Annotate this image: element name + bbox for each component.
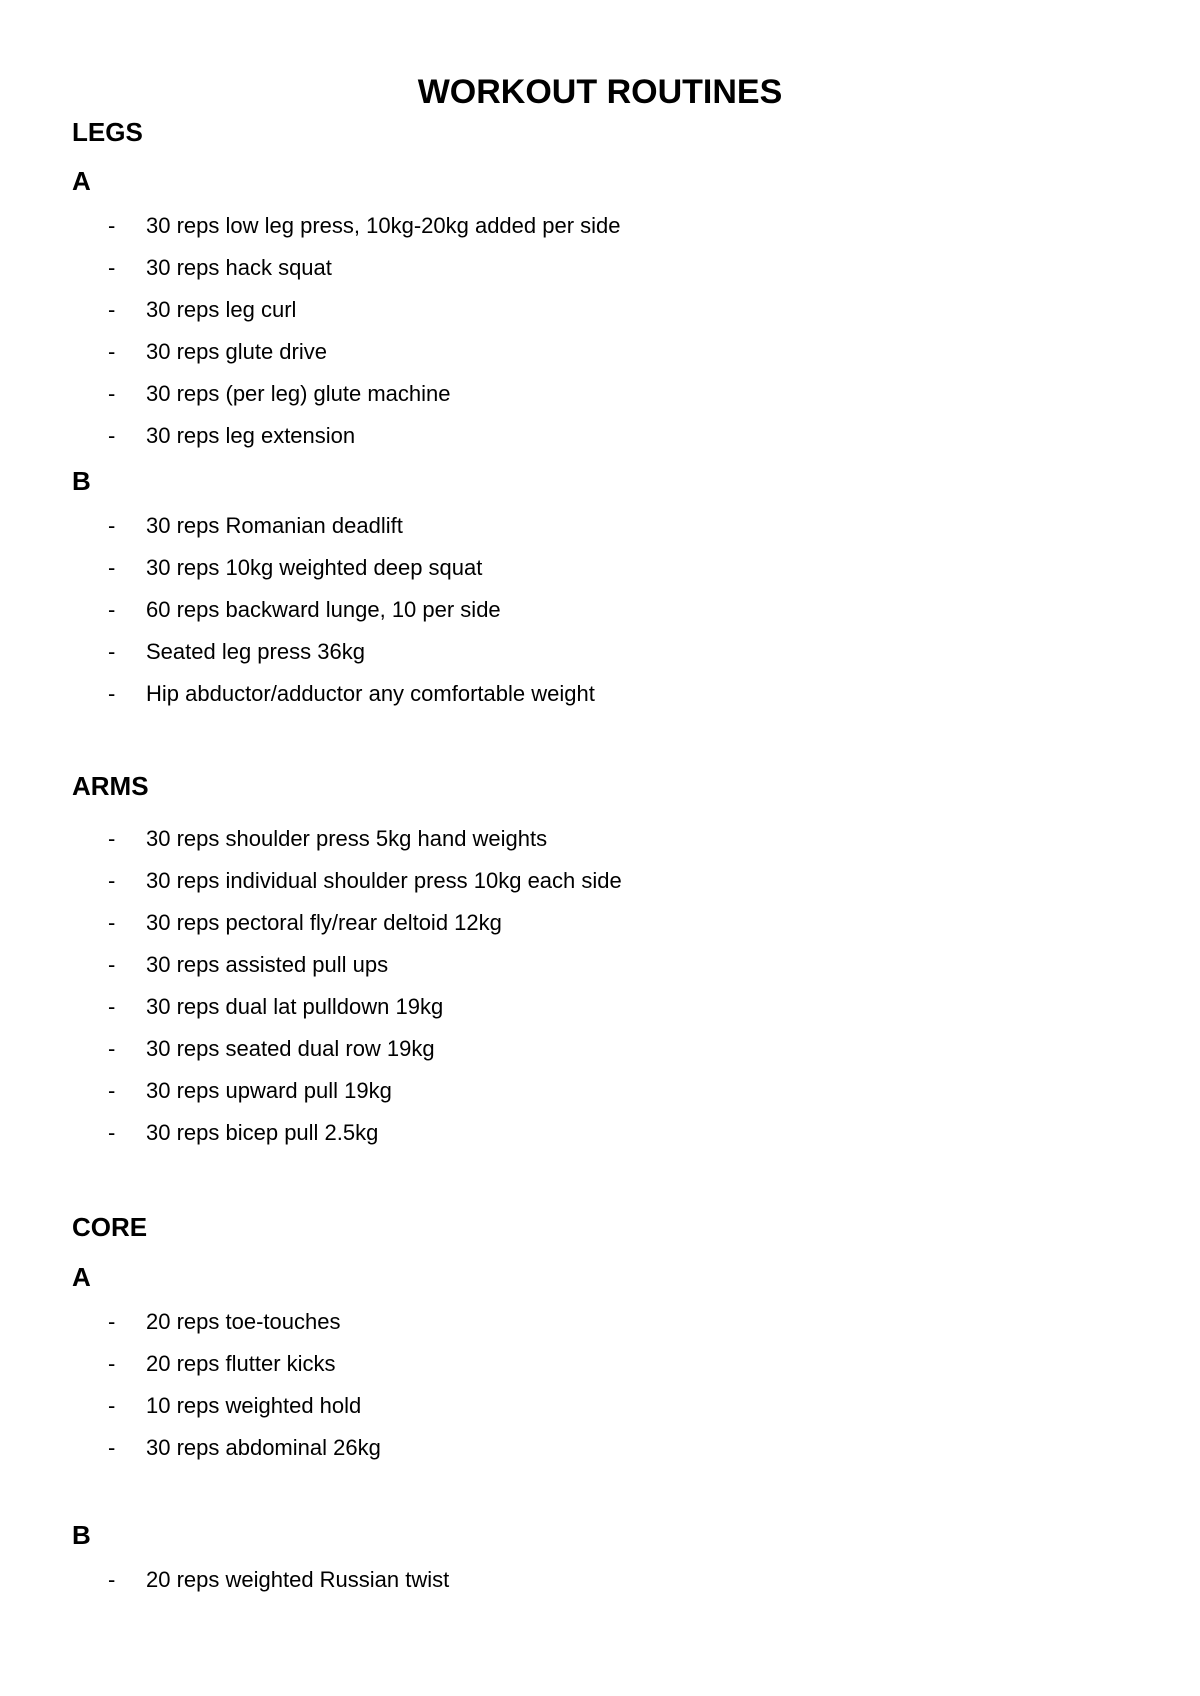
bullet-dash: - xyxy=(108,297,116,322)
bullet-dash: - xyxy=(108,1078,116,1103)
bullet-dash: - xyxy=(108,423,116,448)
list-item xyxy=(108,818,622,860)
list-item xyxy=(108,673,595,715)
exercise-text: 20 reps weighted Russian twist xyxy=(146,1567,450,1592)
bullet-dash: - xyxy=(108,910,116,935)
exercise-text: 30 reps abdominal 26kg xyxy=(146,1435,381,1460)
exercise-list-core-b xyxy=(108,1559,449,1601)
list-item xyxy=(108,205,621,247)
list-item xyxy=(108,1559,449,1601)
list-item xyxy=(108,589,595,631)
exercise-list-arms xyxy=(108,818,622,1154)
exercise-text: 30 reps glute drive xyxy=(146,339,327,364)
list-item xyxy=(108,289,621,331)
exercise-text: 20 reps flutter kicks xyxy=(146,1351,336,1376)
exercise-text: Seated leg press 36kg xyxy=(146,639,365,664)
bullet-dash: - xyxy=(108,1309,116,1334)
bullet-dash: - xyxy=(108,1393,116,1418)
section-heading-arms: ARMS xyxy=(72,771,149,801)
exercise-text: 30 reps pectoral fly/rear deltoid 12kg xyxy=(146,910,502,935)
bullet-dash: - xyxy=(108,339,116,364)
list-item xyxy=(108,247,621,289)
list-item xyxy=(108,505,595,547)
document-title: WORKOUT ROUTINES xyxy=(417,73,783,111)
exercise-text: 30 reps bicep pull 2.5kg xyxy=(146,1120,379,1145)
exercise-text: 30 reps Romanian deadlift xyxy=(146,513,403,538)
exercise-text: 30 reps upward pull 19kg xyxy=(146,1078,392,1103)
exercise-text: 30 reps leg curl xyxy=(146,297,297,322)
bullet-dash: - xyxy=(108,213,116,238)
exercise-text: 30 reps shoulder press 5kg hand weights xyxy=(146,826,548,851)
bullet-dash: - xyxy=(108,639,116,664)
exercise-text: 30 reps (per leg) glute machine xyxy=(146,381,451,406)
subsection-label-legs-a: A xyxy=(72,166,91,196)
bullet-dash: - xyxy=(108,1351,116,1376)
bullet-dash: - xyxy=(108,681,116,706)
section-heading-legs: LEGS xyxy=(72,117,143,147)
list-item xyxy=(108,1112,622,1154)
list-item xyxy=(108,1385,381,1427)
subsection-label-core-a: A xyxy=(72,1262,91,1292)
bullet-dash: - xyxy=(108,868,116,893)
bullet-dash: - xyxy=(108,555,116,580)
list-item xyxy=(108,986,622,1028)
list-item xyxy=(108,1343,381,1385)
list-item xyxy=(108,1427,381,1469)
bullet-dash: - xyxy=(108,1435,116,1460)
exercise-text: 30 reps hack squat xyxy=(146,255,332,280)
bullet-dash: - xyxy=(108,826,116,851)
exercise-text: 30 reps low leg press, 10kg-20kg added per side xyxy=(146,213,621,238)
section-heading-core: CORE xyxy=(72,1212,148,1242)
bullet-dash: - xyxy=(108,381,116,406)
subsection-label-core-b: B xyxy=(72,1520,91,1550)
list-item xyxy=(108,415,621,457)
list-item xyxy=(108,1301,381,1343)
exercise-list-legs-b xyxy=(108,505,595,715)
list-item xyxy=(108,860,622,902)
list-item xyxy=(108,1070,622,1112)
exercise-list-legs-a xyxy=(108,205,621,457)
exercise-text: 30 reps individual shoulder press 10kg each side xyxy=(146,868,622,893)
bullet-dash: - xyxy=(108,952,116,977)
bullet-dash: - xyxy=(108,513,116,538)
list-item xyxy=(108,1028,622,1070)
exercise-text: 60 reps backward lunge, 10 per side xyxy=(146,597,501,622)
exercise-text: 30 reps dual lat pulldown 19kg xyxy=(146,994,444,1019)
list-item xyxy=(108,547,595,589)
bullet-dash: - xyxy=(108,994,116,1019)
exercise-text: 10 reps weighted hold xyxy=(146,1393,362,1418)
subsection-label-legs-b: B xyxy=(72,466,91,496)
list-item xyxy=(108,902,622,944)
list-item xyxy=(108,373,621,415)
exercise-text: 20 reps toe-touches xyxy=(146,1309,341,1334)
exercise-text: 30 reps 10kg weighted deep squat xyxy=(146,555,483,580)
bullet-dash: - xyxy=(108,1567,116,1592)
exercise-text: 30 reps seated dual row 19kg xyxy=(146,1036,435,1061)
exercise-text: 30 reps assisted pull ups xyxy=(146,952,389,977)
bullet-dash: - xyxy=(108,255,116,280)
bullet-dash: - xyxy=(108,1120,116,1145)
list-item xyxy=(108,331,621,373)
bullet-dash: - xyxy=(108,597,116,622)
exercise-text: 30 reps leg extension xyxy=(146,423,356,448)
exercise-text: Hip abductor/adductor any comfortable weight xyxy=(146,681,595,706)
bullet-dash: - xyxy=(108,1036,116,1061)
list-item xyxy=(108,631,595,673)
list-item xyxy=(108,944,622,986)
exercise-list-core-a xyxy=(108,1301,381,1469)
